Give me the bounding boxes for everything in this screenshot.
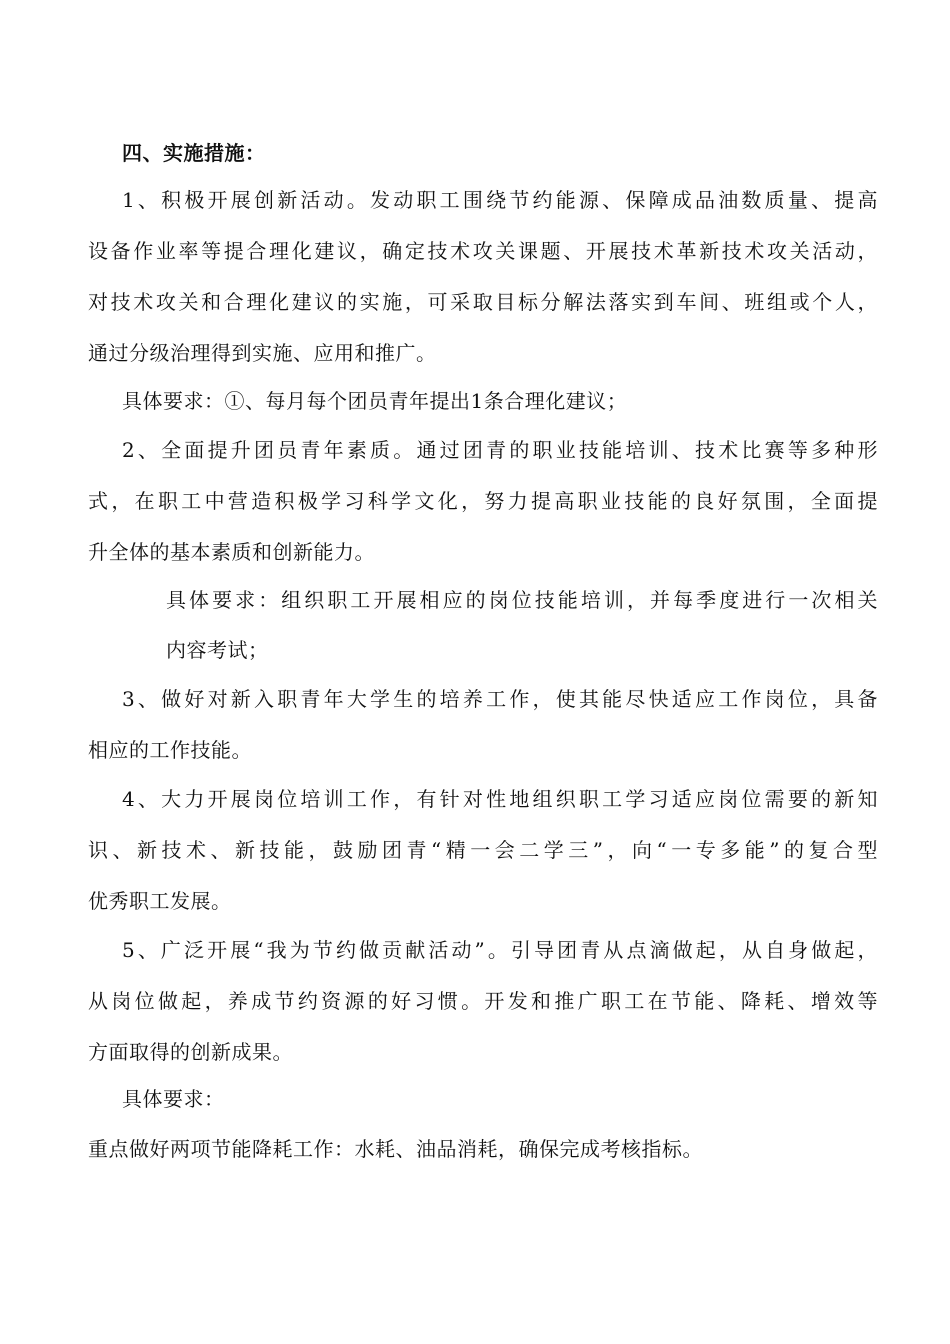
paragraph-line: 识、新技术、新技能，鼓励团青“精一会二学三”，向“一专多能”的复合型: [88, 838, 878, 862]
paragraph-line: 升全体的基本素质和创新能力。: [88, 540, 375, 564]
paragraph-line: 方面取得的创新成果。: [88, 1040, 293, 1064]
requirement-line: 重点做好两项节能降耗工作：水耗、油品消耗，确保完成考核指标。: [88, 1137, 703, 1161]
paragraph-line: 对技术攻关和合理化建议的实施，可采取目标分解法落实到车间、班组或个人，: [88, 290, 878, 314]
requirement-line: 具体要求：组织职工开展相应的岗位技能培训，并每季度进行一次相关: [166, 588, 878, 612]
paragraph-line: 5、广泛开展“我为节约做贡献活动”。引导团青从点滴做起，从自身做起，: [122, 938, 878, 962]
requirement-line: 具体要求：①、每月每个团员青年提出1条合理化建议；: [122, 389, 628, 413]
paragraph-line: 1、积极开展创新活动。发动职工围绕节约能源、保障成品油数质量、提高: [122, 188, 878, 212]
section-heading: 四、实施措施：: [122, 141, 266, 165]
paragraph-line: 从岗位做起，养成节约资源的好习惯。开发和推广职工在节能、降耗、增效等: [88, 989, 878, 1013]
paragraph-line: 优秀职工发展。: [88, 889, 232, 913]
paragraph-line: 式，在职工中营造积极学习科学文化，努力提高职业技能的良好氛围，全面提: [88, 489, 878, 513]
requirement-line: 内容考试；: [166, 638, 269, 662]
paragraph-line: 3、做好对新入职青年大学生的培养工作，使其能尽快适应工作岗位，具备: [122, 687, 878, 711]
paragraph-line: 通过分级治理得到实施、应用和推广。: [88, 341, 437, 365]
paragraph-line: 4、大力开展岗位培训工作，有针对性地组织职工学习适应岗位需要的新知: [122, 787, 878, 811]
paragraph-line: 设备作业率等提合理化建议，确定技术攻关课题、开展技术革新技术攻关活动，: [88, 239, 878, 263]
paragraph-line: 相应的工作技能。: [88, 738, 252, 762]
paragraph-line: 2、全面提升团员青年素质。通过团青的职业技能培训、技术比赛等多种形: [122, 438, 878, 462]
requirement-line: 具体要求：: [122, 1087, 225, 1111]
